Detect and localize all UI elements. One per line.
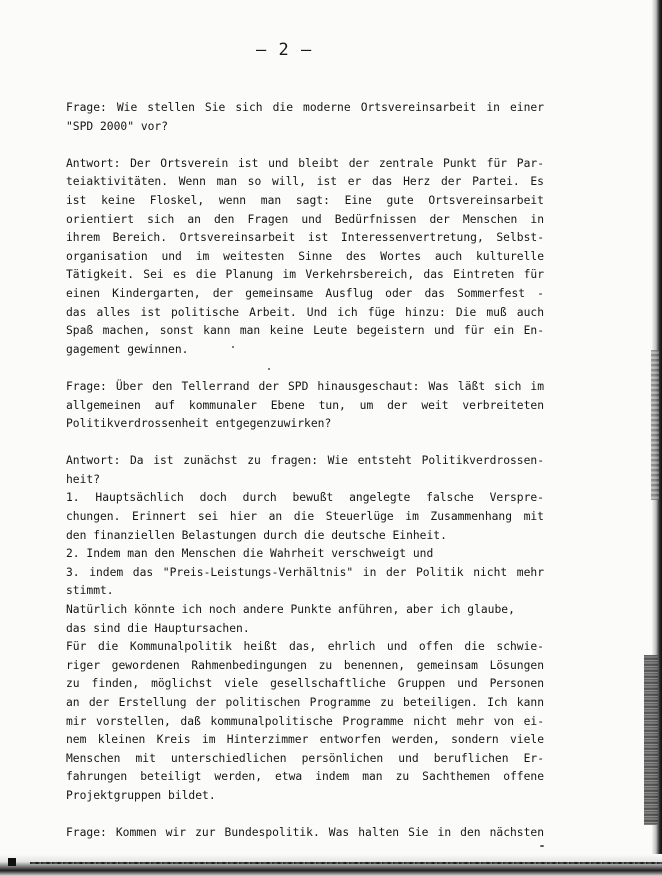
text-line: stimmt.	[66, 584, 114, 598]
text-line: Antwort: Der Ortsverein ist und bleibt der zentrale Punkt für Par-	[66, 156, 544, 170]
text-line: gagement gewinnen.	[66, 342, 189, 356]
scan-edge-bottom	[0, 854, 662, 876]
text-line: Für die Kommunalpolitik heißt das, ehrlich und offen die schwie-	[66, 640, 544, 654]
text-line: Frage: Kommen wir zur Bundespolitik. Was halten Sie in den nächsten	[66, 826, 544, 840]
text-line: einen Kindergarten, der gemeinsame Ausflug oder das Sommerfest -	[66, 286, 544, 300]
text-line: Menschen mit unterschiedlichen persönlichen und beruflichen Er-	[66, 751, 544, 765]
scan-edge-line	[30, 862, 662, 864]
text-line: mir vorstellen, daß kommunalpolitische Programme nicht mehr von ei-	[66, 714, 544, 728]
text-line: zu finden, möglichst viele gesellschaftliche Gruppen und Personen	[66, 677, 544, 691]
paragraph-a1	[66, 155, 544, 360]
scan-speck	[540, 845, 544, 847]
scan-speck	[268, 368, 270, 370]
text-line: ist keine Floskel, wenn man sagt: Eine gute Ortsvereinsarbeit	[66, 193, 544, 207]
text-line: Tätigkeit. Sei es die Planung im Verkehrsbereich, das Eintreten für	[66, 268, 544, 282]
text-line: 2. Indem man den Menschen die Wahrheit verschweigt und	[66, 547, 434, 561]
text-line: Frage: Wie stellen Sie sich die moderne Ortsvereinsarbeit in einer	[66, 101, 544, 114]
paragraph-q3	[66, 824, 544, 843]
text-line: den finanziellen Belastungen durch die deutsche Einheit.	[66, 528, 447, 542]
paragraph-gap	[66, 806, 544, 825]
text-line: das sind die Hauptursachen.	[66, 621, 250, 635]
scan-mark	[8, 858, 16, 866]
text-line: heit?	[66, 472, 101, 486]
text-line: ihrem Bereich. Ortsvereinsarbeit ist Interessenvertretung, Selbst-	[66, 231, 544, 245]
text-line: an der Erstellung der politischen Programme zu beteiligen. Ich kann	[66, 696, 544, 709]
text-line: riger gewordenen Rahmenbedingungen zu benennen, gemeinsam Lösungen	[66, 658, 544, 672]
paragraph-a2	[66, 452, 544, 805]
text-line: das alles ist politische Arbeit. Und ich füge hinzu: Die muß auch	[66, 305, 544, 319]
text-line: Antwort: Da ist zunächst zu fragen: Wie entsteht Politikverdrossen-	[66, 454, 544, 468]
page-number: — 2 —	[256, 40, 313, 60]
text-line: "SPD 2000" vor?	[66, 119, 169, 133]
text-line: organisation und im weitesten Sinne des Wortes auch kulturelle	[66, 249, 544, 263]
paragraph-gap	[66, 136, 544, 155]
text-line: Frage: Über den Tellerrand der SPD hinausgeschaut: Was läßt sich im	[66, 379, 544, 393]
text-line: Natürlich könnte ich noch andere Punkte anführen, aber ich glaube,	[66, 603, 515, 617]
text-line: allgemeinen auf kommunaler Ebene tun, um der weit verbreiteten	[66, 398, 544, 412]
document-body	[66, 99, 544, 843]
paragraph-gap	[66, 434, 544, 453]
paragraph-q1	[66, 99, 544, 136]
text-line: fahrungen beteiligt werden, etwa indem man zu Sachthemen offene	[66, 770, 544, 784]
paragraph-gap	[66, 359, 544, 378]
text-line: 1. Hauptsächlich doch durch bewußt angelegte falsche Verspre-	[66, 491, 544, 505]
text-line: 3. indem das "Preis-Leistungs-Verhältnis" in der Politik nicht mehr	[66, 565, 544, 579]
text-line: chungen. Erinnert sei hier an die Steuerlüge im Zusammenhang mit	[66, 510, 544, 524]
scan-edge-blot	[644, 655, 658, 825]
paragraph-q2	[66, 378, 544, 434]
text-line: Projektgruppen bildet.	[66, 788, 216, 802]
text-line: Politikverdrossenheit entgegenzuwirken?	[66, 417, 332, 431]
scan-speck	[232, 346, 234, 348]
scan-edge-blot	[651, 350, 659, 500]
text-line: orientiert sich an den Fragen und Bedürfnissen der Menschen in	[66, 212, 544, 226]
text-line: Spaß machen, sonst kann man keine Leute begeistern und für ein En-	[66, 324, 544, 338]
text-line: teiaktivitäten. Wenn man so will, ist er das Herz der Partei. Es	[66, 175, 544, 189]
text-line: nem kleinen Kreis im Hinterzimmer entworfen werden, sondern viele	[66, 733, 544, 747]
